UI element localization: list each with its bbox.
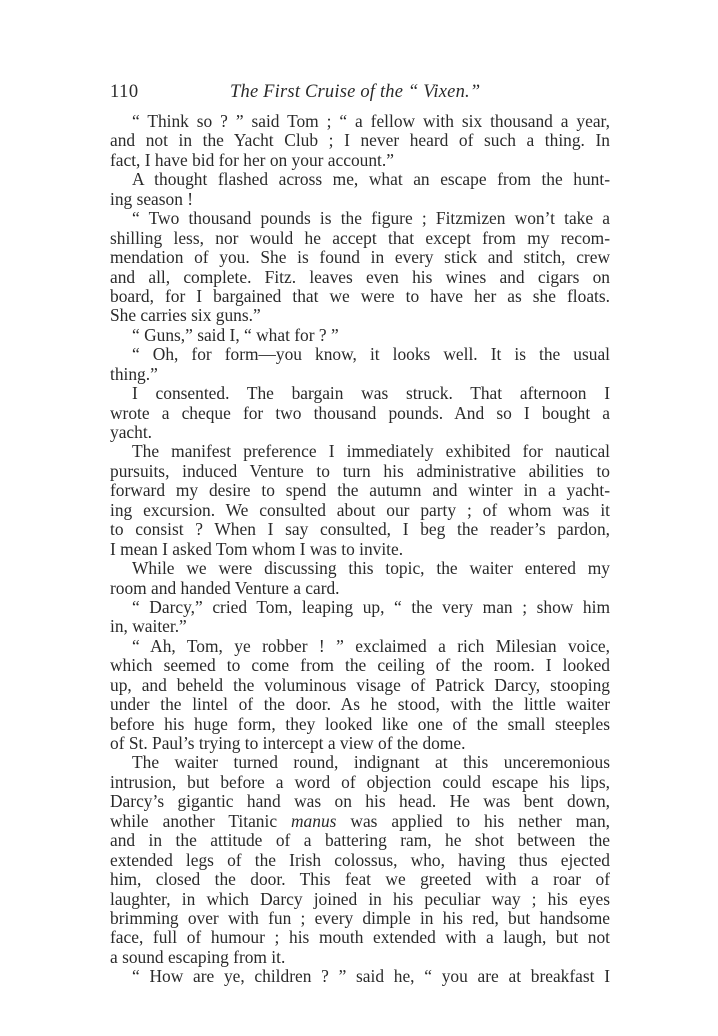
text-line: while another Titanic manus was applied to his nether man, [110,811,610,831]
text-line: mendation of you. She is found in every stick and stitch, crew [110,248,610,268]
text-line: pursuits, induced Venture to turn his administrative abilities to [110,461,610,481]
text-line: laughter, in which Darcy joined in his peculiar way ; his eyes [110,889,610,909]
text-line: yacht. [110,423,153,442]
text-line: extended legs of the Irish colossus, who, having thus ejected [110,850,610,870]
text-line: thing.” [110,364,158,384]
text-line: forward my desire to spend the autumn and winter in a yacht- [110,481,610,501]
text-line: before his huge form, they looked like one of the small steeples [110,714,610,734]
text-line: “ Think so ? ” said Tom ; “ a fellow with six thousand a year, [132,112,610,131]
text-line: “ Guns,” said I, “ what for ? ” [132,325,339,345]
text-line: under the lintel of the door. As he stood, with the little waiter [110,695,610,715]
text-line: to consist ? When I say consulted, I beg the reader’s pardon, [110,520,610,540]
text-line: ing excursion. We consulted about our party ; of whom was it [110,500,610,520]
text-line: “ Darcy,” cried Tom, leaping up, “ the very man ; show him [132,597,610,617]
text-line: ing season ! [110,189,194,209]
text-line: brimming over with fun ; every dimple in his red, but handsome [110,908,610,928]
text-line: board, for I bargained that we were to have her as she floats. [110,286,610,306]
text-line: intrusion, but before a word of objection could escape his lips, [110,772,610,792]
text-line: She carries six guns.” [110,306,261,326]
text-line: “ Two thousand pounds is the figure ; Fitzmizen won’t take a [132,209,610,229]
body-text [110,112,610,987]
text-line: wrote a cheque for two thousand pounds. And so I bought a [110,403,610,423]
text-line: of St. Paul’s trying to intercept a view of the dome. [110,734,466,753]
text-line: “ Oh, for form—you know, it looks well. It is the usual [132,345,610,365]
text-line: I mean I asked Tom whom I was to invite. [110,539,404,559]
text-line: in, waiter.” [110,617,187,637]
text-line: which seemed to come from the ceiling of the room. I looked [110,656,610,676]
text-line: him, closed the door. This feat we greeted with a roar of [110,870,610,890]
italic-word: manus [291,811,337,831]
text-line: “ How are ye, children ? ” said he, “ you are at breakfast I [132,967,610,987]
text-line: and not in the Yacht Club ; I never heard of such a thing. In [110,131,610,151]
text-line: “ Ah, Tom, ye robber ! ” exclaimed a rich Milesian voice, [132,636,610,656]
running-header [110,80,610,104]
text-line: While we were discussing this topic, the waiter entered my [132,559,610,579]
running-title: The First Cruise of the “ Vixen.” [230,82,481,102]
text-line: and in the attitude of a battering ram, he shot between the [110,831,610,851]
text-line: up, and beheld the voluminous visage of Patrick Darcy, stooping [110,675,610,695]
text-line: fact, I have bid for her on your account.” [110,150,394,170]
text-line: A thought flashed across me, what an escape from the hunt- [132,170,610,190]
text-line: shilling less, nor would he accept that except from my recom- [110,228,610,248]
text-line: The manifest preference I immediately exhibited for nautical [132,442,610,462]
text-line: a sound escaping from it. [110,947,286,967]
page-number: 110 [110,82,139,102]
text-line: I consented. The bargain was struck. That afternoon I [132,384,610,404]
text-line: room and handed Venture a card. [110,578,340,598]
text-line: The waiter turned round, indignant at this unceremonious [132,753,610,773]
text-line: face, full of humour ; his mouth extended with a laugh, but not [110,928,610,948]
text-line: Darcy’s gigantic hand was on his head. He was bent down, [110,792,610,812]
text-line: and all, complete. Fitz. leaves even his wines and cigars on [110,267,610,287]
